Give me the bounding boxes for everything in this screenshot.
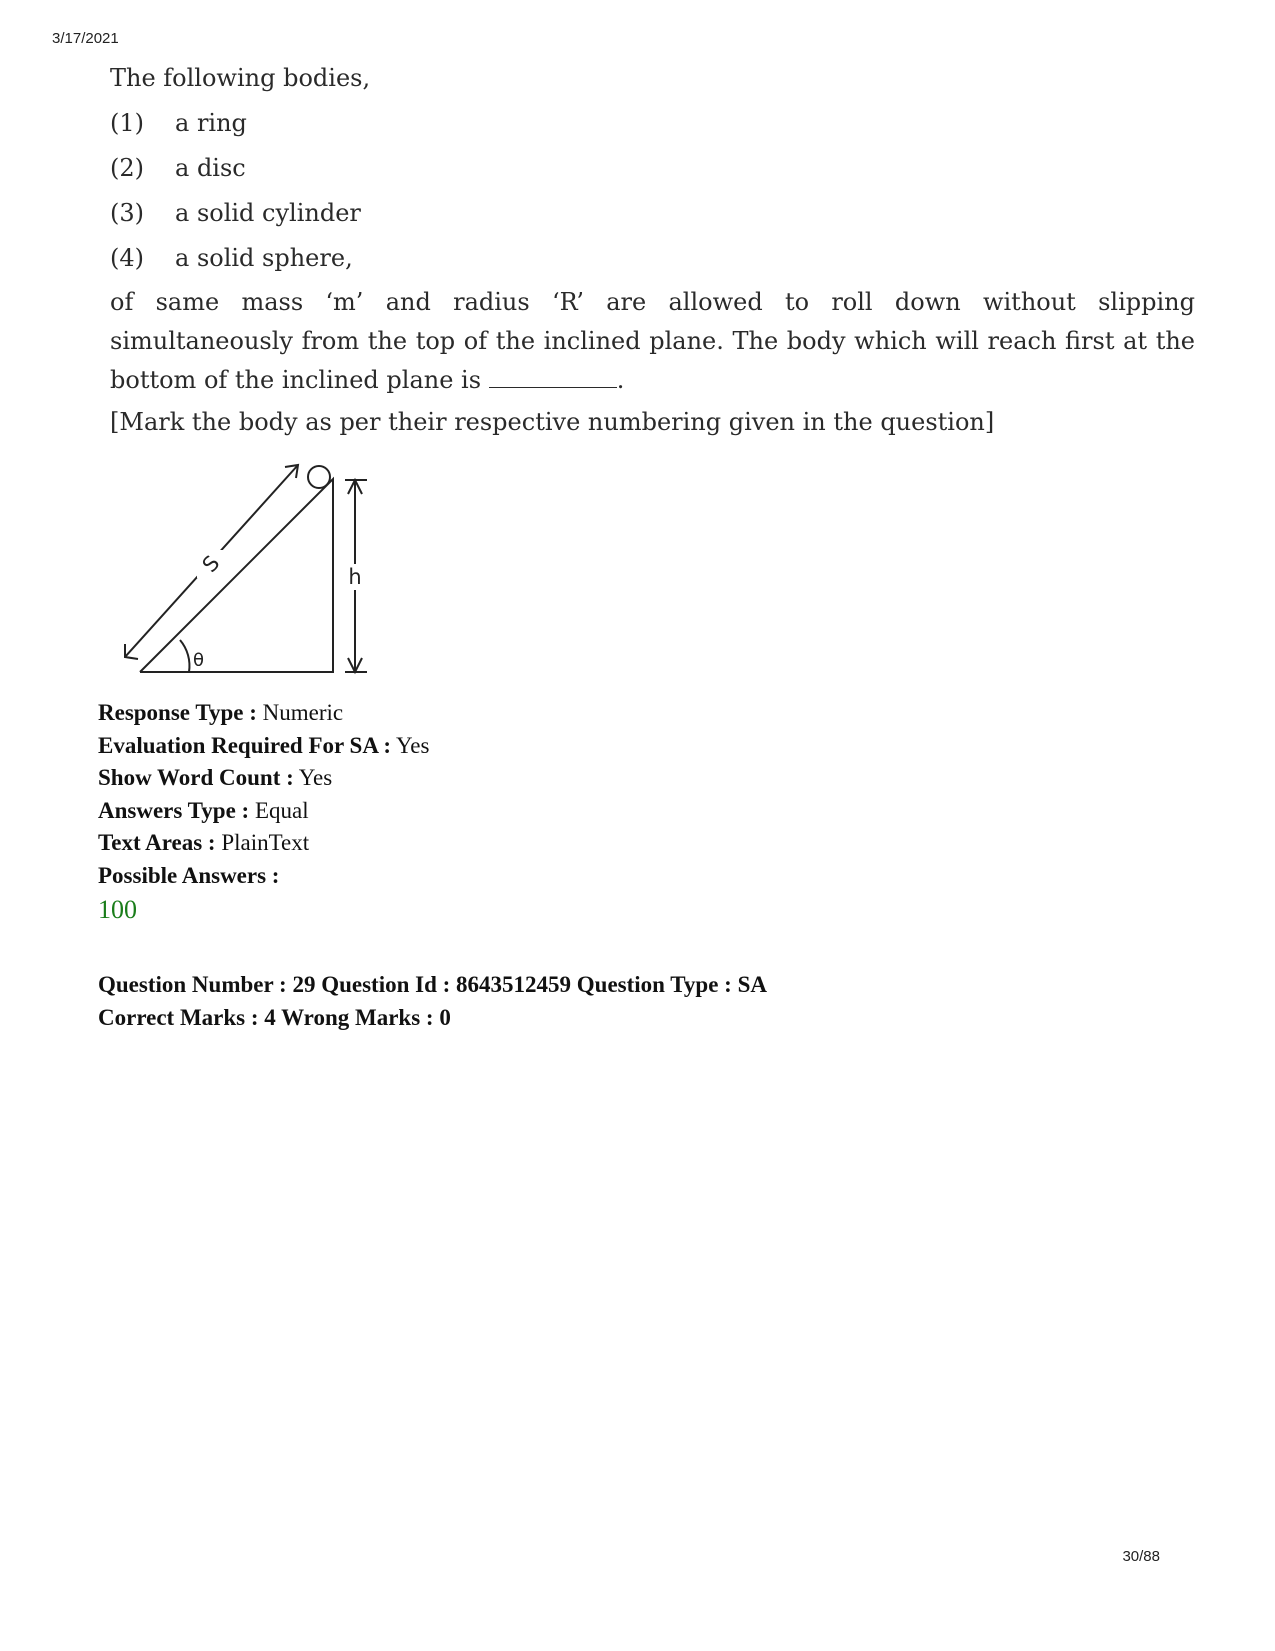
option-number: (2): [110, 154, 144, 183]
question-note: [Mark the body as per their respective numbering given in the question]: [110, 408, 995, 437]
option-item: [110, 101, 1195, 146]
question-number-line: Question Number : 29 Question Id : 8643512459 Question Type : SA: [98, 972, 767, 997]
question-image: [110, 60, 1195, 441]
option-item: [110, 146, 1195, 191]
page-number: 30/88: [1122, 1548, 1160, 1565]
option-text: a solid sphere,: [175, 244, 353, 273]
question-body-text: of same mass ‘m’ and radius ‘R’ are allowed to roll down without slipping simultaneously from the top of the inclined plane. The body which will reach first at the bottom of the inclined plane is: [110, 288, 1195, 395]
option-text: a ring: [175, 109, 247, 138]
possible-answer-value: 100: [98, 895, 137, 924]
option-text: a disc: [175, 154, 246, 183]
meta-answers-type: Answers Type : Equal: [98, 797, 309, 823]
option-item: [110, 191, 1195, 236]
marks-line: Correct Marks : 4 Wrong Marks : 0: [98, 1004, 451, 1030]
option-number: (1): [110, 109, 144, 138]
option-text: a solid cylinder: [175, 199, 361, 228]
question-body: of same mass ‘m’ and radius ‘R’ are allowed to roll down without slipping simultaneously from the top of the inclined plane. The body which will reach first at the bottom of the inclined plane is .: [110, 288, 1195, 395]
meta-possible-answers: Possible Answers :: [98, 862, 280, 888]
question-intro: The following bodies,: [110, 64, 371, 92]
label-h: h: [348, 565, 362, 589]
meta-word-count: Show Word Count : Yes: [98, 765, 333, 790]
label-theta: θ: [193, 650, 205, 671]
meta-evaluation: Evaluation Required For SA : Yes: [98, 732, 430, 758]
rolling-body: [308, 466, 330, 488]
meta-text-areas: Text Areas : PlainText: [98, 830, 310, 855]
s-arrowhead-bottom: [125, 644, 138, 659]
next-question-info: [98, 969, 767, 1034]
incline-triangle: [140, 479, 333, 672]
answer-blank: [489, 363, 617, 388]
theta-arc: [180, 640, 189, 672]
option-item: [110, 236, 1195, 281]
header-date: 3/17/2021: [52, 30, 119, 47]
option-number: (3): [110, 199, 144, 228]
option-number: (4): [110, 244, 144, 273]
question-meta: [98, 697, 429, 927]
meta-response-type: Response Type : Numeric: [98, 700, 344, 725]
label-s: S: [197, 551, 225, 577]
inclined-plane-diagram: [105, 450, 385, 685]
